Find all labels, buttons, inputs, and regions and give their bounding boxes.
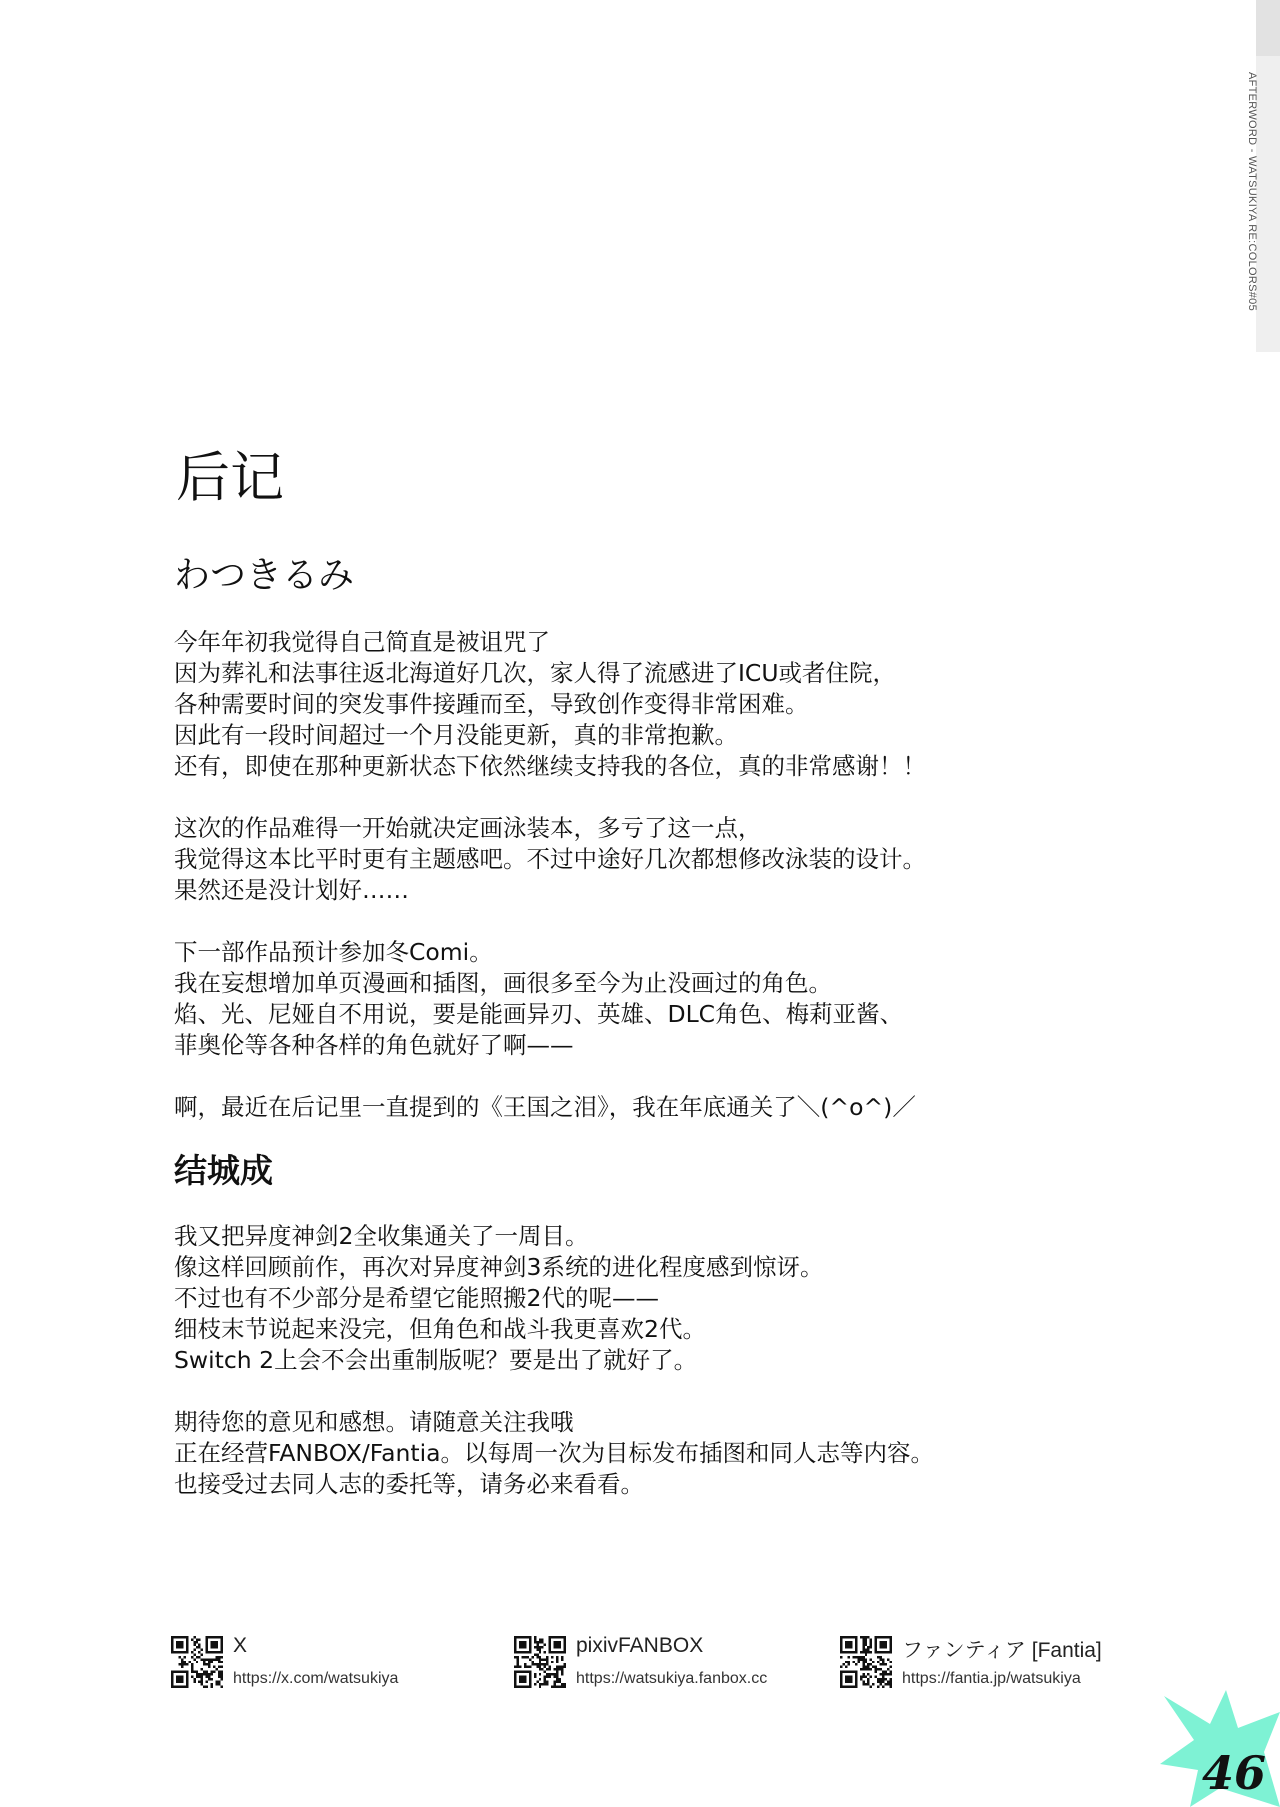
side-label: AFTERWORD - WATSUKIYA RE:COLORS#05 — [1246, 72, 1258, 311]
text-line: 下一部作品预计参加冬Comi。 — [174, 938, 493, 966]
text-line: 因为葬礼和法事往返北海道好几次，家人得了流感进了ICU或者住院， — [174, 659, 897, 687]
text-line: 像这样回顾前作，再次对异度神剑3系统的进化程度感到惊讶。 — [174, 1253, 824, 1281]
social-url-link[interactable]: https://x.com/watsukiya — [233, 1670, 399, 1687]
text-line: 各种需要时间的突发事件接踵而至，导致创作变得非常困难。 — [174, 690, 809, 718]
social-name: ファンティア [Fantia] — [902, 1639, 1102, 1662]
text-line: 因此有一段时间超过一个月没能更新，真的非常抱歉。 — [174, 721, 738, 749]
text-line: 啊，最近在后记里一直提到的《王国之泪》，我在年底通关了＼(^o^)／ — [174, 1093, 916, 1121]
social-url-link[interactable]: https://fantia.jp/watsukiya — [902, 1670, 1081, 1687]
page-number: 46 — [1202, 1746, 1267, 1800]
qr-code-icon — [171, 1636, 223, 1688]
text-line: 这次的作品难得一开始就决定画泳装本，多亏了这一点， — [174, 814, 762, 842]
paragraph — [174, 813, 1074, 906]
text-line: 期待您的意见和感想。请随意关注我哦 — [174, 1408, 574, 1436]
social-name: pixivFANBOX — [576, 1634, 704, 1657]
paragraph — [174, 1407, 1074, 1500]
paragraph — [174, 1221, 1074, 1376]
section-author-2: 结城成 — [174, 1151, 273, 1190]
text-line: 今年年初我觉得自己简直是被诅咒了 — [174, 628, 550, 656]
text-line: 正在经营FANBOX/Fantia。以每周一次为目标发布插图和同人志等内容。 — [174, 1439, 935, 1467]
text-line: 细枝末节说起来没完，但角色和战斗我更喜欢2代。 — [174, 1315, 706, 1343]
text-line: 我又把异度神剑2全收集通关了一周目。 — [174, 1222, 589, 1250]
text-line: 我觉得这本比平时更有主题感吧。不过中途好几次都想修改泳装的设计。 — [174, 845, 926, 873]
text-line: 也接受过去同人志的委托等，请务必来看看。 — [174, 1470, 644, 1498]
text-line: 不过也有不少部分是希望它能照搬2代的呢—— — [174, 1284, 659, 1312]
page-title: 后记 — [176, 446, 284, 509]
section-author-1: わつきるみ — [174, 555, 355, 596]
text-line: 还有，即使在那种更新状态下依然继续支持我的各位，真的非常感谢！！ — [174, 752, 926, 780]
text-line: 果然还是没计划好…… — [174, 876, 409, 904]
paragraph — [174, 1092, 1074, 1123]
edge-strip-top — [1256, 0, 1280, 56]
text-line: 菲奥伦等各种各样的角色就好了啊—— — [174, 1031, 574, 1059]
text-line: 我在妄想增加单页漫画和插图，画很多至今为止没画过的角色。 — [174, 969, 832, 997]
paragraph — [174, 627, 1074, 782]
text-line: Switch 2上会不会出重制版呢？要是出了就好了。 — [174, 1346, 698, 1374]
section-body-2 — [174, 1221, 1074, 1500]
qr-code-icon — [514, 1636, 566, 1688]
paragraph — [174, 937, 1074, 1061]
text-line: 焰、光、尼娅自不用说，要是能画异刃、英雄、DLC角色、梅莉亚酱、 — [174, 1000, 904, 1028]
qr-code-icon — [840, 1636, 892, 1688]
social-name: X — [233, 1634, 248, 1657]
section-body-1 — [174, 627, 1074, 1123]
social-url-link[interactable]: https://watsukiya.fanbox.cc — [576, 1670, 768, 1687]
